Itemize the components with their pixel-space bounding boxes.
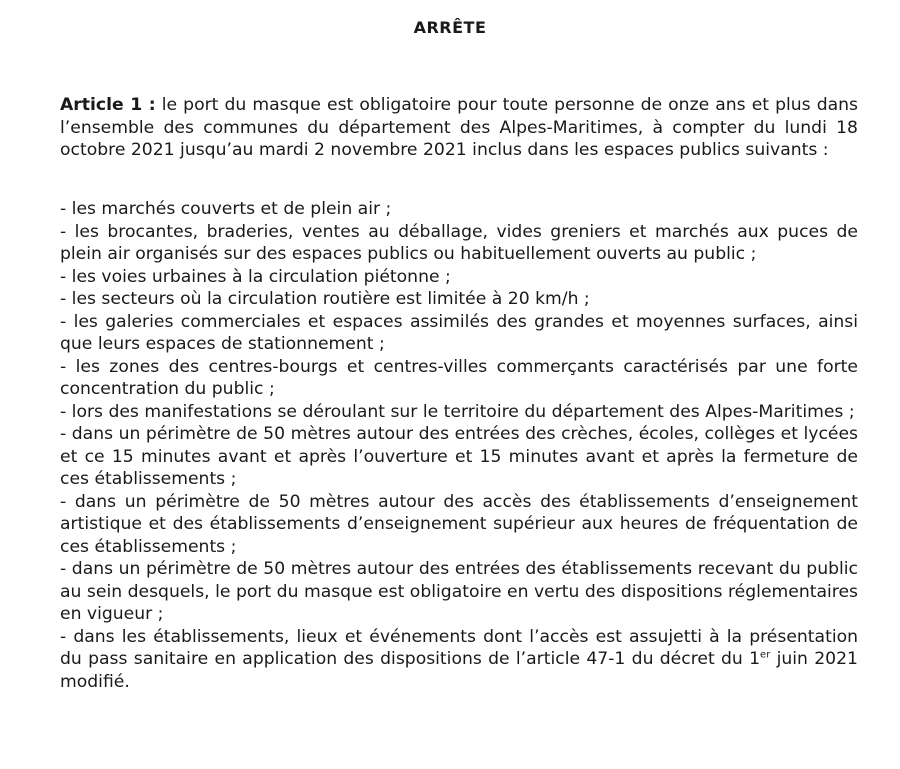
- article-1-paragraph: [60, 94, 858, 162]
- list-item: - dans un périmètre de 50 mètres autour des entrées des crèches, écoles, collèges et lycées et ce 15 minutes avant et après l’ouverture et 15 minutes avant et après la fermeture de ces établissements ;: [60, 424, 858, 489]
- list-item: - les galeries commerciales et espaces assimilés des grandes et moyennes surfaces, ainsi que leurs espaces de stationnement ;: [60, 311, 858, 354]
- list-item-last: [60, 626, 858, 694]
- list-item: - les voies urbaines à la circulation piétonne ;: [60, 266, 451, 287]
- list-item: - les zones des centres-bourgs et centres-villes commerçants caractérisés par une forte concentration du public ;: [60, 356, 858, 399]
- last-item-text: - dans les établissements, lieux et événements dont l’accès est assujetti à la présentation du pass sanitaire en application des dispositions de l’article 47-1 du décret du 1: [60, 626, 858, 669]
- list-item: - les secteurs où la circulation routière est limitée à 20 km/h ;: [60, 289, 590, 309]
- public-spaces-list: [60, 198, 858, 693]
- list-item: - les brocantes, braderies, ventes au déballage, vides greniers et marchés aux puces de plein air organisés sur des espaces publics ou habituellement ouverts au public ;: [60, 221, 858, 264]
- list-item: - lors des manifestations se déroulant sur le territoire du département des Alpes-Maritimes ;: [60, 401, 855, 422]
- list-item: - dans un périmètre de 50 mètres autour des accès des établissements d’enseignement artistique et des établissements d’enseignement supérieur aux heures de fréquentation de ces établissements ;: [60, 491, 858, 557]
- document-title: ARRÊTE: [413, 18, 487, 37]
- article-text: le port du masque est obligatoire pour toute personne de onze ans et plus dans l’ensemble des communes du département des Alpes-Maritimes, à compter du lundi 18 octobre 2021 jusqu’au mardi 2 novembre 2021 inclus dans les espaces publics suivants :: [60, 95, 858, 160]
- last-item-end: juin 2021 modifié.: [60, 649, 858, 692]
- list-item: - les marchés couverts et de plein air ;: [60, 199, 392, 219]
- list-item: - dans un périmètre de 50 mètres autour des entrées des établissements recevant du public au sein desquels, le port du masque est obligatoire en vertu des dispositions réglementaires en vigueur ;: [60, 559, 858, 624]
- article-label: Article 1 :: [60, 95, 156, 115]
- ordinal-superscript: er: [760, 649, 771, 661]
